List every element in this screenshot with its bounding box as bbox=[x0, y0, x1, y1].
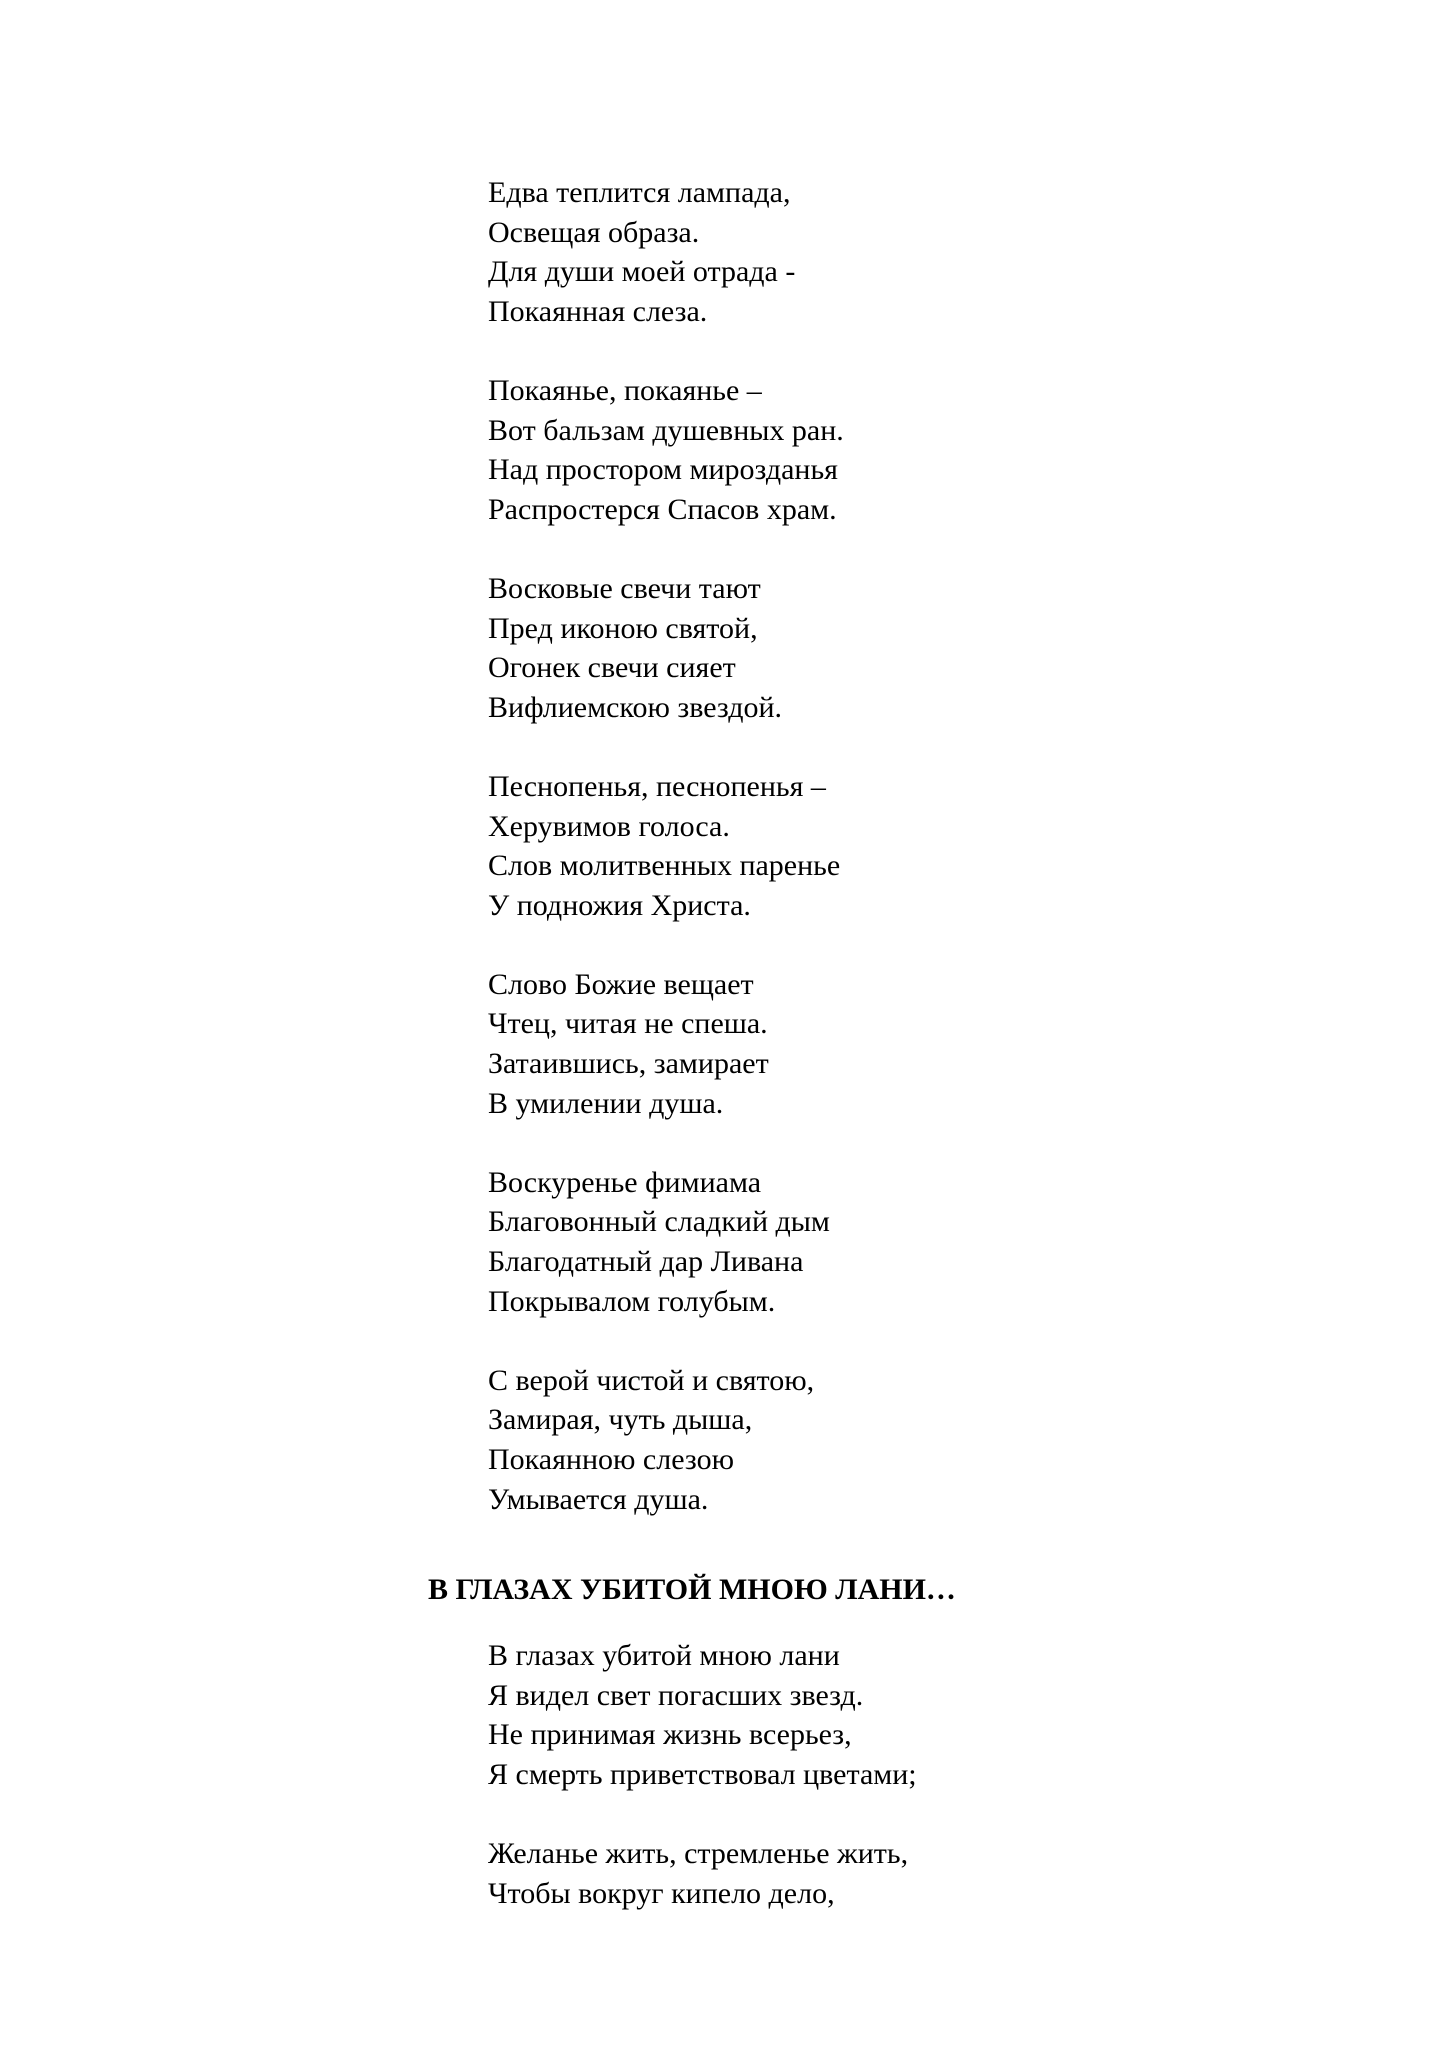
verse-line: Вот бальзам душевных ран. bbox=[488, 413, 844, 447]
verse-line: Чтец, читая не спеша. bbox=[488, 1007, 768, 1041]
verse-line: Херувимов голоса. bbox=[488, 809, 730, 843]
verse-line: Покаянною слезою bbox=[488, 1443, 734, 1476]
verse-line: Распростерся Спасов храм. bbox=[488, 492, 837, 526]
verse-line: С верой чистой и святою, bbox=[488, 1363, 815, 1397]
verse-line: Пред иконою святой, bbox=[488, 611, 758, 645]
stanza bbox=[488, 1163, 844, 1321]
verse-line: Я смерть приветствовал цветами; bbox=[488, 1757, 917, 1791]
verse-line: Слов молитвенных паренье bbox=[488, 849, 841, 883]
verse-line: В умилении душа. bbox=[488, 1086, 724, 1120]
verse-line: Огонек свечи сияет bbox=[488, 651, 736, 685]
verse-line: Затаившись, замирает bbox=[488, 1047, 769, 1081]
verse-line: Благодатный дар Ливана bbox=[488, 1245, 804, 1279]
verse-line: В глазах убитой мною лани bbox=[488, 1639, 840, 1672]
verse-line: Воскуренье фимиама bbox=[488, 1165, 762, 1199]
verse-line: Замирая, чуть дыша, bbox=[488, 1403, 753, 1437]
verse-line: Покаянье, покаянье – bbox=[488, 373, 762, 407]
verse-line: Восковые свечи тают bbox=[488, 571, 761, 605]
verse-line: Желанье жить, стремленье жить, bbox=[488, 1836, 909, 1870]
verse-line: Благовонный сладкий дым bbox=[488, 1205, 830, 1239]
verse-line: Слово Божие вещает bbox=[488, 967, 754, 1001]
stanza bbox=[488, 1834, 917, 1913]
stanza bbox=[488, 371, 844, 529]
verse-line: Едва теплится лампада, bbox=[488, 176, 791, 209]
poem-penitence bbox=[488, 173, 844, 1559]
verse-line: Для души моей отрада - bbox=[488, 255, 796, 289]
stanza bbox=[488, 1361, 844, 1519]
verse-line: Умывается душа. bbox=[488, 1482, 709, 1516]
verse-line: Чтобы вокруг кипело дело, bbox=[488, 1876, 835, 1910]
stanza bbox=[488, 173, 844, 331]
verse-line: Над простором мирозданья bbox=[488, 453, 838, 487]
stanza bbox=[488, 1636, 917, 1794]
verse-line: У подножия Христа. bbox=[488, 888, 751, 922]
verse-line: Песнопенья, песнопенья – bbox=[488, 769, 826, 803]
verse-line: Освещая образа. bbox=[488, 215, 700, 249]
verse-line: Не принимая жизнь всерьез, bbox=[488, 1718, 852, 1752]
stanza bbox=[488, 569, 844, 727]
stanza bbox=[488, 767, 844, 925]
verse-line: Покаянная слеза. bbox=[488, 294, 708, 328]
verse-line: Я видел свет погасших звезд. bbox=[488, 1678, 864, 1712]
poem-slain-doe bbox=[488, 1636, 917, 1953]
verse-line: Вифлиемскою звездой. bbox=[488, 690, 783, 724]
stanza bbox=[488, 965, 844, 1123]
verse-line: Покрывалом голубым. bbox=[488, 1284, 776, 1318]
poem-title: В ГЛАЗАХ УБИТОЙ МНОЮ ЛАНИ… bbox=[428, 1573, 956, 1606]
